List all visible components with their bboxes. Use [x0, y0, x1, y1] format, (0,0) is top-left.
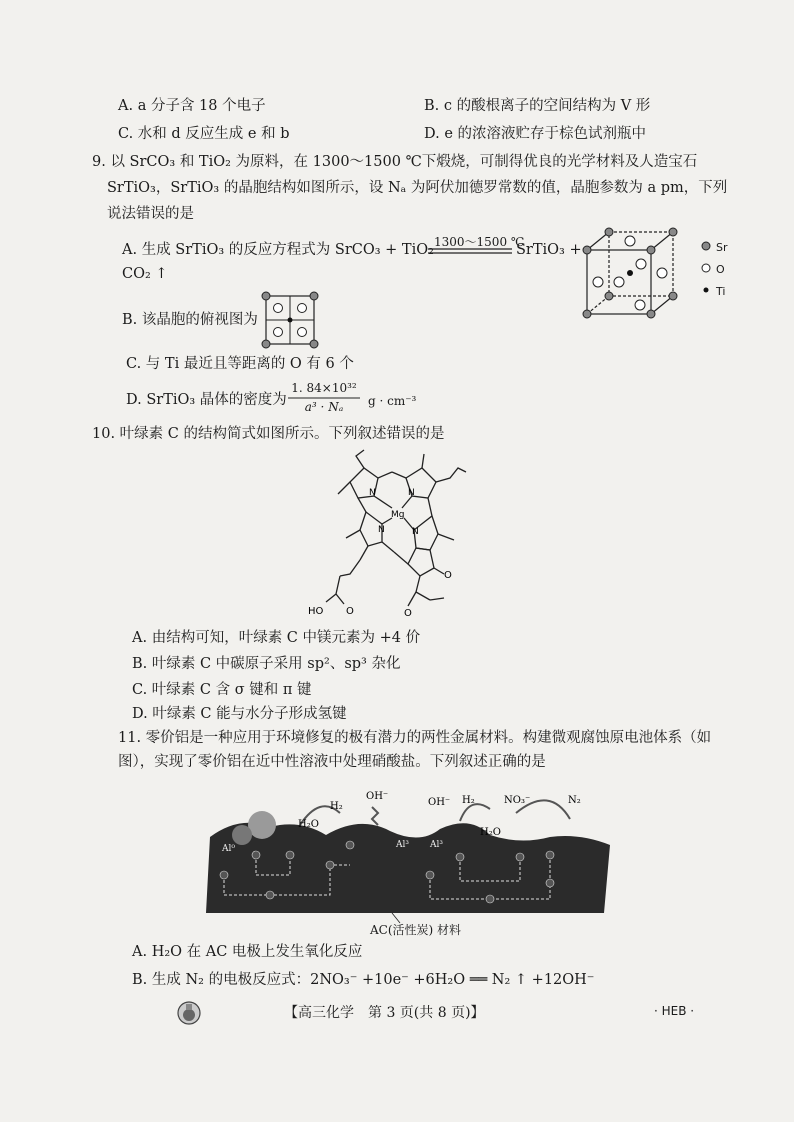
legend-markers [700, 240, 712, 300]
q9-option-d: D. SrTiO₃ 晶体的密度为 [126, 392, 287, 408]
q11-option-b: B. 生成 N₂ 的电极反应式：2NO₃⁻ +10e⁻ +6H₂O ══ N₂ ↑ +12OH⁻ [132, 972, 595, 988]
q11-stem-line2: 图），实现了零价铝在近中性溶液中处理硝酸盐。下列叙述正确的是 [118, 754, 546, 770]
o-atom-label-ester: O [404, 608, 412, 619]
label-no3: NO₃⁻ [504, 795, 531, 806]
q8-option-a: A. a 分子含 18 个电子 [118, 98, 266, 114]
q9-stem-line1: 9. 以 SrCO₃ 和 TiO₂ 为原料，在 1300～1500 ℃下煅烧，可制得优良的光学材料及人造宝石 [92, 154, 698, 170]
q11-stem-line1: 11. 零价铝是一种应用于环境修复的极有潜力的两性金属材料。构建微观腐蚀原电池体系（如 [118, 730, 712, 746]
footer-page-info: 【高三化学 第 3 页(共 8 页)】 [284, 1005, 485, 1021]
q10-option-d: D. 叶绿素 C 能与水分子形成氢键 [132, 706, 347, 722]
q8-option-b: B. c 的酸根离子的空间结构为 V 形 [424, 98, 651, 114]
n-atom-label-3: N [378, 525, 385, 535]
label-h2-right: H₂ [462, 795, 475, 806]
label-h2o-right: H₂O [480, 827, 501, 838]
legend-o: O [716, 263, 725, 276]
label-n2: N₂ [568, 795, 581, 806]
q9-option-a-line2: CO₂ ↑ [122, 266, 168, 282]
mg-atom-label: Mg [391, 510, 405, 520]
density-numerator: 1. 84×10³² [291, 381, 357, 395]
label-h2-left: H₂ [330, 801, 343, 812]
q9-option-a: A. 生成 SrTiO₃ 的反应方程式为 SrCO₃ + TiO₂ [122, 242, 434, 258]
publisher-logo-icon [176, 1000, 202, 1026]
q9-option-c: C. 与 Ti 最近且等距离的 O 有 6 个 [126, 356, 354, 372]
reaction-double-arrow [428, 248, 514, 256]
n-atom-label-2: N [408, 488, 415, 498]
ho-group-label: HO [308, 606, 324, 617]
q9-option-a-product: SrTiO₃ + [516, 242, 582, 258]
o-atom-label-acid: O [346, 606, 354, 617]
q10-option-a: A. 由结构可知，叶绿素 C 中镁元素为 +4 价 [132, 630, 421, 646]
corrosion-cell-diagram [200, 785, 620, 925]
legend-ti: Ti [716, 285, 726, 298]
q10-option-b: B. 叶绿素 C 中碳原子采用 sp²、sp³ 杂化 [132, 656, 401, 672]
q8-option-d: D. e 的浓溶液贮存于棕色试剂瓶中 [424, 126, 647, 142]
n-atom-label-1: N [369, 488, 376, 498]
top-view-diagram [262, 292, 318, 348]
q11-option-a: A. H₂O 在 AC 电极上发生氧化反应 [132, 944, 363, 960]
label-al3-a: Al³ [396, 840, 409, 850]
label-h2o-left: H₂O [298, 819, 319, 830]
label-al3-b: Al³ [430, 840, 443, 850]
q10-stem: 10. 叶绿素 C 的结构简式如图所示。下列叙述错误的是 [92, 426, 445, 442]
density-unit: g · cm⁻³ [368, 394, 417, 408]
label-oh-mid: OH⁻ [428, 797, 451, 808]
crystal-cell-diagram [583, 228, 693, 324]
q9-stem-line3: 说法错误的是 [107, 206, 194, 222]
n-atom-label-4: N [412, 527, 419, 537]
q9-stem-line2: SrTiO₃，SrTiO₃ 的晶胞结构如图所示，设 Nₐ 为阿伏加德罗常数的值，晶胞参数为 a pm，下列 [107, 180, 728, 196]
label-oh-left: OH⁻ [366, 791, 389, 802]
q10-option-c: C. 叶绿素 C 含 σ 键和 π 键 [132, 682, 312, 698]
q9-option-b: B. 该晶胞的俯视图为 [122, 312, 258, 328]
q9-reaction-condition: 1300～1500 ℃ [434, 235, 525, 249]
legend-sr: Sr [716, 241, 728, 254]
fraction-bar [288, 397, 362, 399]
chlorophyll-structure [308, 450, 480, 622]
density-denominator: a³ · Nₐ [304, 400, 344, 414]
q8-option-c: C. 水和 d 反应生成 e 和 b [118, 126, 290, 142]
label-al0: Al⁰ [222, 844, 235, 854]
ac-material-label: AC(活性炭) 材料 [370, 923, 462, 937]
footer-code: · HEB · [654, 1004, 695, 1018]
o-atom-label-ketone: O [444, 570, 452, 581]
